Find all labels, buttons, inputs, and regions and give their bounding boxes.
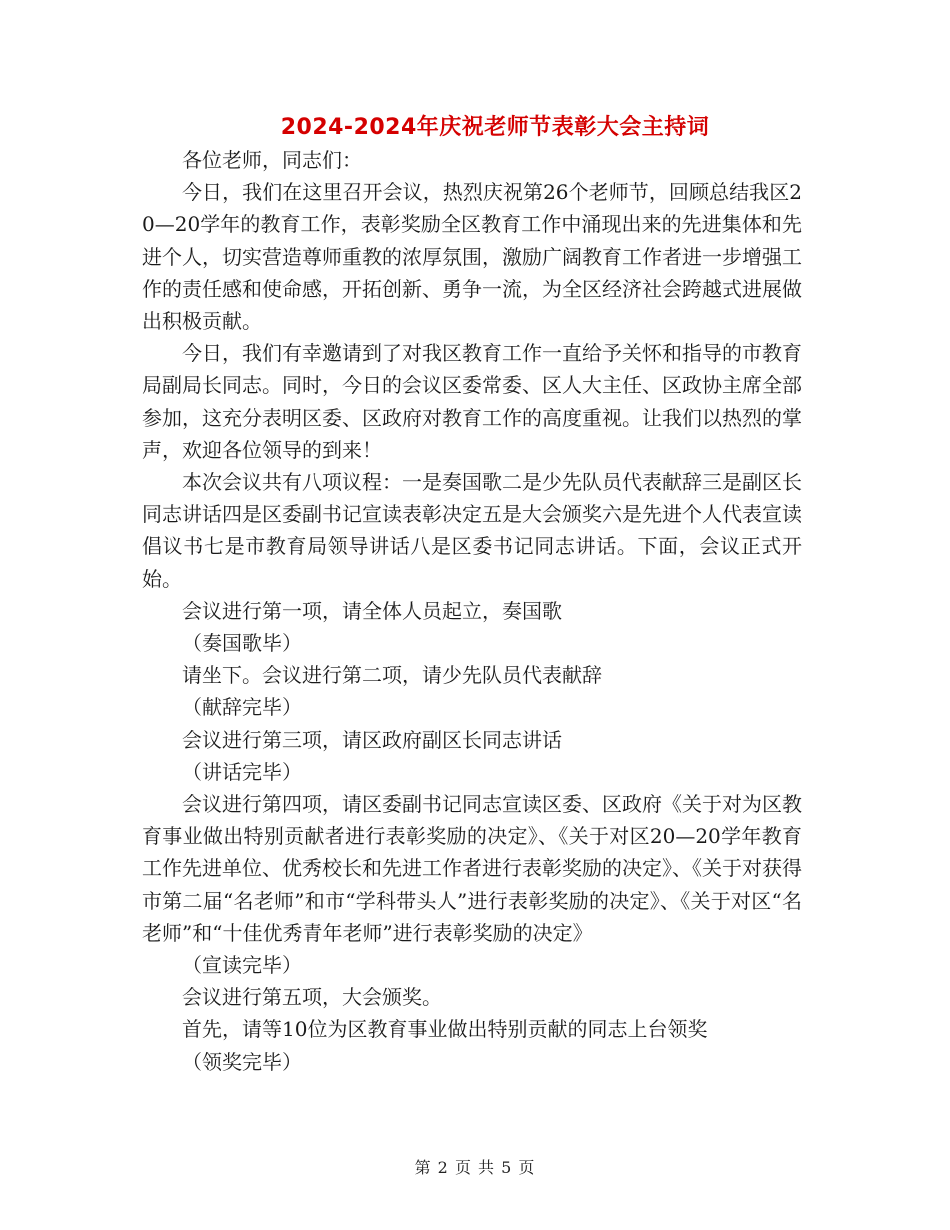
paragraph-note-3: （讲话完毕） xyxy=(182,759,302,784)
paragraph-intro: 今日，我们在这里召开会议，热烈庆祝第26个老师节，回顾总结我区20—20学年的教育工作，表彰奖励全区教育工作中涌现出来的先进集体和先进个人，切实营造尊师重教的浓厚氛围，激励广阔教育工作者进一步增强工作的责任感和使命感，开拓创新、勇争一流，为全区经济社会跨越式进展做出积极贡献。 xyxy=(142,180,802,334)
paragraph-item-2: 请坐下。会议进行第二项，请少先队员代表献辞 xyxy=(182,663,602,688)
page-number-footer: 第 2 页 共 5 页 xyxy=(414,1158,536,1177)
paragraph-item-3: 会议进行第三项，请区政府副区长同志讲话 xyxy=(182,727,562,752)
paragraph-note-2: （献辞完毕） xyxy=(182,695,302,720)
paragraph-item-5-awards: 首先，请等10位为区教育事业做出特别贡献的同志上台领奖 xyxy=(182,1017,708,1042)
paragraph-item-4: 会议进行第四项，请区委副书记同志宣读区委、区政府《关于对为区教育事业做出特别贡献者进行表彰奖励的决定》、《关于对区20—20学年教育工作先进单位、优秀校长和先进工作者进行表彰奖励的决定》、《关于对获得市第二届“名老师”和市“学科带头人”进行表彰奖励的决定》、《关于对区“名老师”和“十佳优秀青年老师”进行表彰奖励的决定》 xyxy=(142,792,802,945)
paragraph-note-5: （领奖完毕） xyxy=(182,1049,302,1074)
paragraph-note-1: （奏国歌毕） xyxy=(182,631,302,656)
paragraph-greeting: 各位老师，同志们： xyxy=(182,148,362,172)
document-body xyxy=(142,144,802,1078)
paragraph-note-4: （宣读完毕） xyxy=(182,953,302,978)
paragraph-item-5: 会议进行第五项，大会颁奖。 xyxy=(182,985,442,1010)
paragraph-agenda: 本次会议共有八项议程：一是奏国歌二是少先队员代表献辞三是副区长同志讲话四是区委副书记宣读表彰决定五是大会颁奖六是先进个人代表宣读倡议书七是市教育局领导讲话八是区委书记同志讲话。下面，会议正式开始。 xyxy=(142,470,802,591)
paragraph-guests: 今日，我们有幸邀请到了对我区教育工作一直给予关怀和指导的市教育局副局长同志。同时，今日的会议区委常委、区人大主任、区政协主席全部参加，这充分表明区委、区政府对教育工作的高度重视。让我们以热烈的掌声，欢迎各位领导的到来！ xyxy=(142,341,802,462)
paragraph-item-1: 会议进行第一项，请全体人员起立，奏国歌 xyxy=(182,598,562,623)
document-title: 2024-2024年庆祝老师节表彰大会主持词 xyxy=(280,115,710,140)
